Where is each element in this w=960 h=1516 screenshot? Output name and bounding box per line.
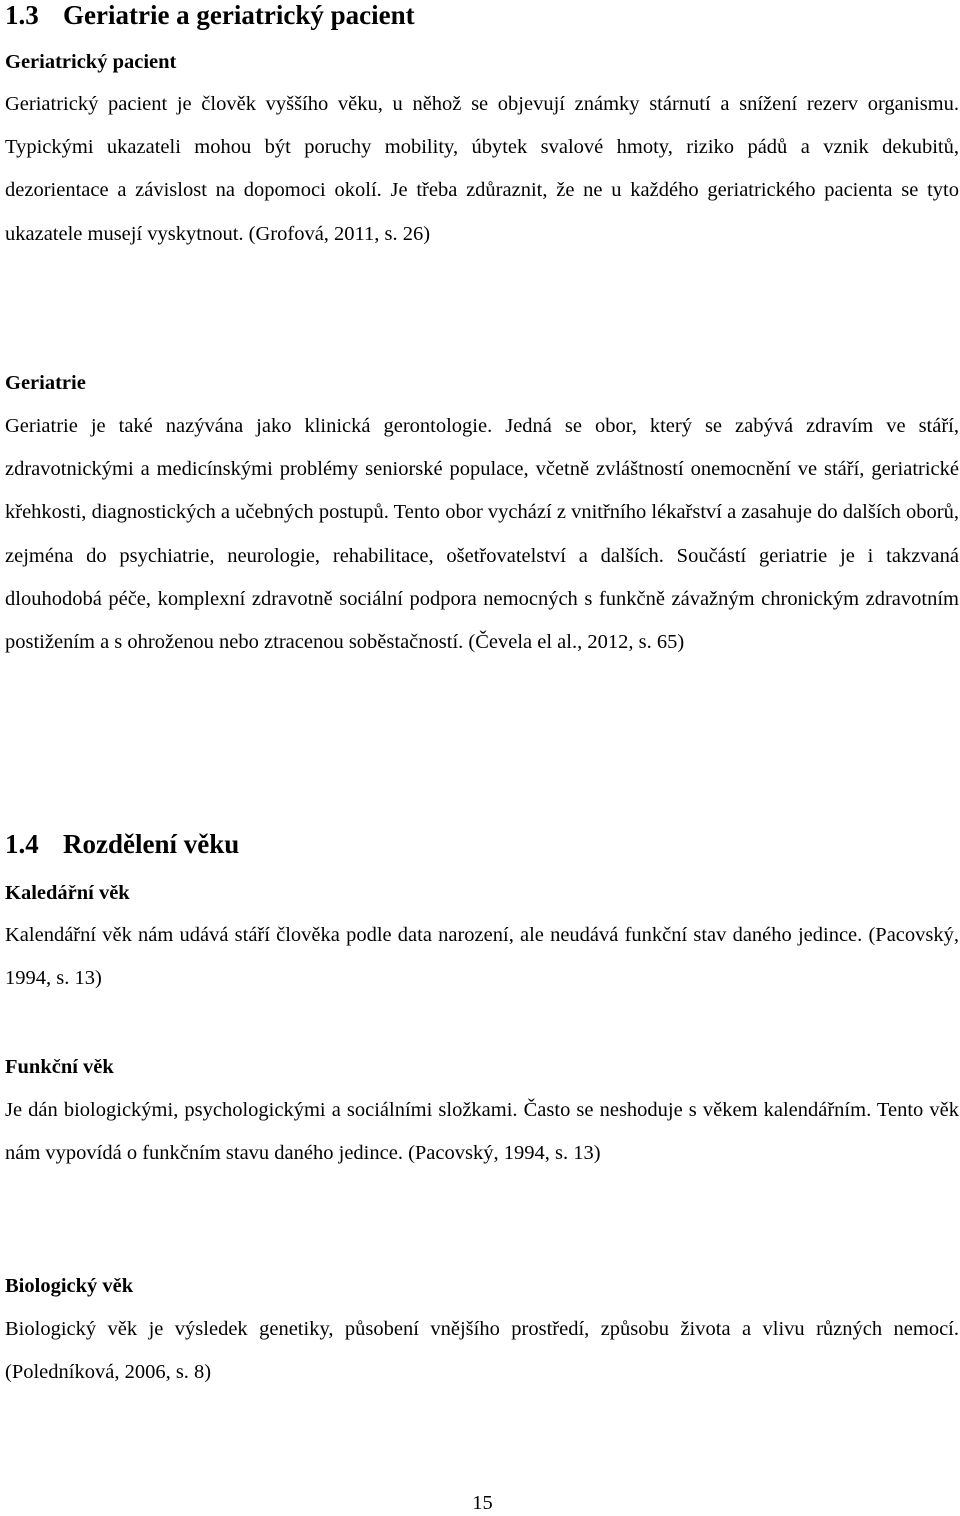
section-title: Rozdělení věku [63, 829, 240, 859]
page-number: 15 [472, 1492, 493, 1514]
section-number: 1.4 [5, 829, 39, 859]
subsection-heading-geriatricky-pacient: Geriatrický pacient [5, 51, 177, 73]
paragraph-kalendarni-vek: Kalendářní věk nám udává stáří člověka podle data narození, ale neudává funkční stav daného jedince. (Pacovský, 1994, s. 13) [5, 924, 959, 990]
subsection-heading-funkcni-vek: Funkční věk [5, 1056, 114, 1078]
section-number: 1.3 [5, 0, 39, 30]
subsection-heading-kalendarni-vek: Kaledářní věk [5, 882, 130, 904]
section-heading-1-4 [5, 829, 239, 859]
paragraph-geriatrie: Geriatrie je také nazývána jako klinická gerontologie. Jedná se obor, který se zabývá zdravím ve stáří, zdravotnickými a medicínskými problémy seniorské populace, včetně zvláštností onemocnění ve stáří, geriatrické křehkosti, diagnostických a učebných postupů. Tento obor vychází z vnitřního lékařství a zasahuje do dalších oborů, zejména do psychiatrie, neurologie, rehabilitace, ošetřovatelství a dalších. Součástí geriatrie je i takzvaná dlouhodobá péče, komplexní zdravotně sociální podpora nemocných s funkčně závažným chronickým zdravotním postižením a s ohroženou nebo ztracenou soběstačností. (Čevela el al., 2012, s. 65) [5, 415, 959, 654]
paragraph-funkcni-vek: Je dán biologickými, psychologickými a sociálními složkami. Často se neshoduje s věkem kalendářním. Tento věk nám vypovídá o funkčním stavu daného jedince. (Pacovský, 1994, s. 13) [5, 1099, 959, 1165]
paragraph-biologicky-vek: Biologický věk je výsledek genetiky, působení vnějšího prostředí, způsobu života a vlivu různých nemocí. (Poledníková, 2006, s. 8) [5, 1318, 959, 1384]
subsection-heading-geriatrie: Geriatrie [5, 372, 86, 394]
paragraph-geriatricky-pacient: Geriatrický pacient je člověk vyššího věku, u něhož se objevují známky stárnutí a snížení rezerv organismu. Typickými ukazateli mohou být poruchy mobility, úbytek svalové hmoty, riziko pádů a vznik dekubitů, dezorientace a závislost na dopomoci okolí. Je třeba zdůraznit, že ne u každého geriatrického pacienta se tyto ukazatele musejí vyskytnout. (Grofová, 2011, s. 26) [5, 93, 959, 245]
subsection-heading-biologicky-vek: Biologický věk [5, 1275, 134, 1297]
section-heading-1-3 [5, 0, 415, 30]
section-title: Geriatrie a geriatrický pacient [63, 0, 415, 30]
